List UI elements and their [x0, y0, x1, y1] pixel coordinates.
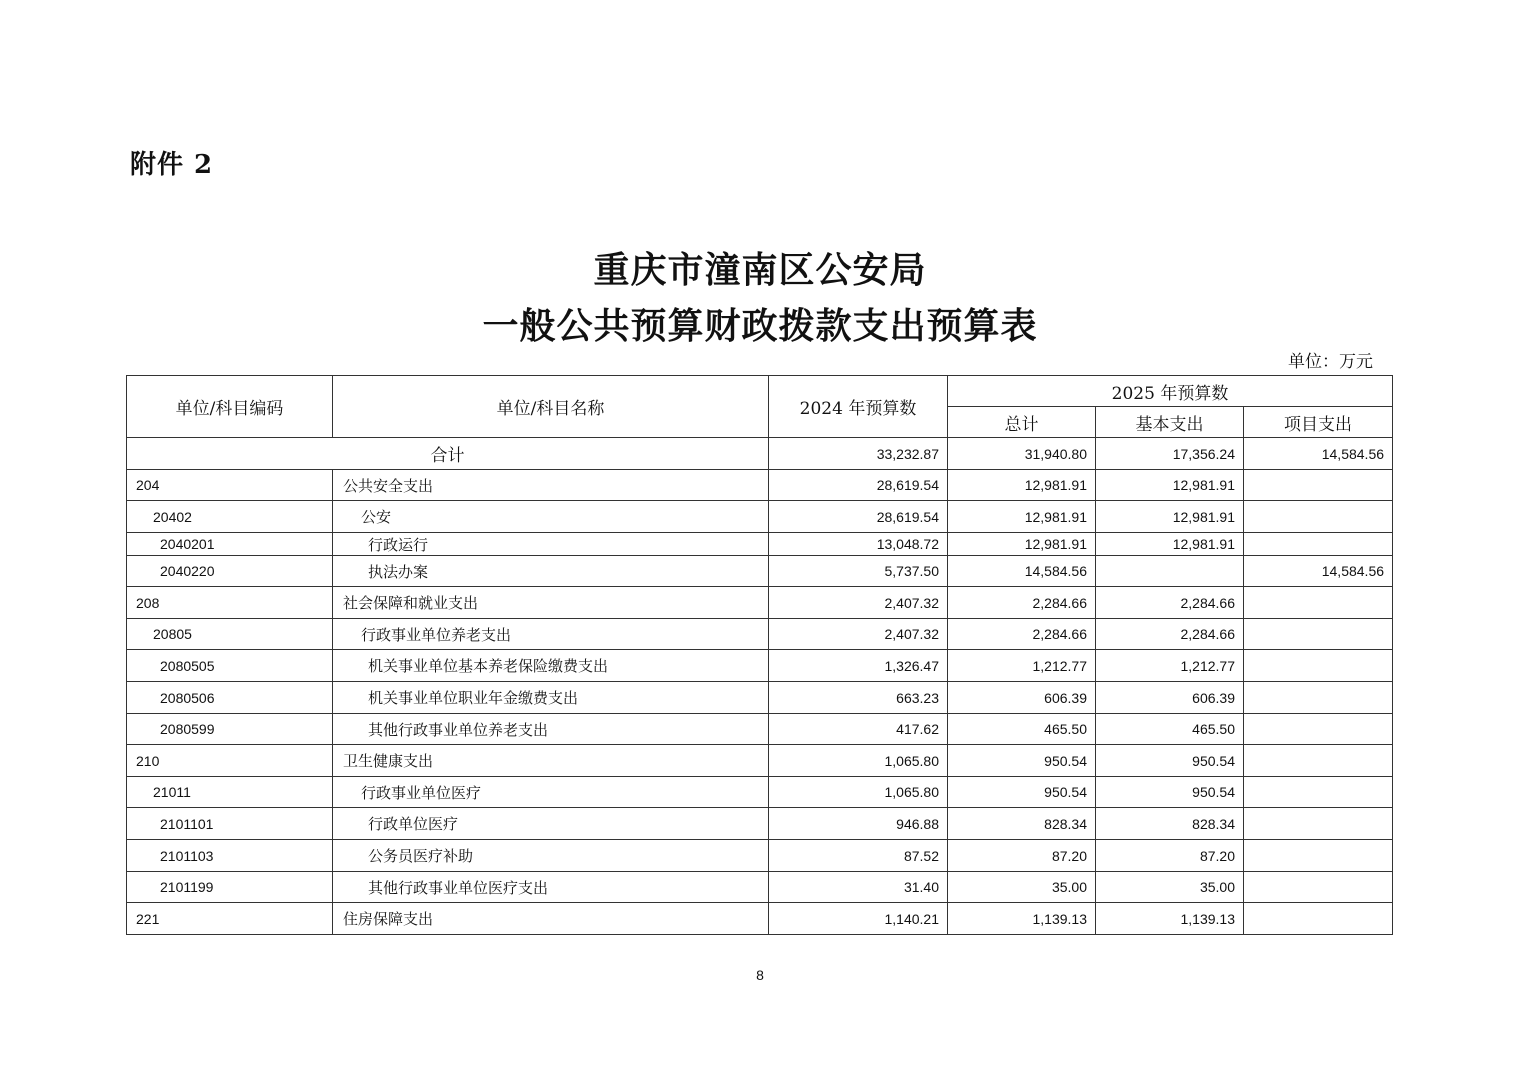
row-name: 卫生健康支出 [333, 745, 769, 777]
row-code: 2080505 [127, 650, 333, 682]
row-budget-2024: 1,065.80 [769, 777, 948, 808]
header-budget-2025: 2025 年预算数 [948, 376, 1393, 407]
row-project: 14,584.56 [1244, 556, 1393, 587]
row-project [1244, 872, 1393, 903]
attachment-label: 附件 2 [130, 150, 214, 180]
row-total: 87.20 [948, 840, 1096, 872]
row-basic: 1,212.77 [1096, 650, 1244, 682]
header-project: 项目支出 [1244, 407, 1393, 438]
row-budget-2024: 2,407.32 [769, 619, 948, 650]
row-project [1244, 682, 1393, 714]
row-total: 14,584.56 [948, 556, 1096, 587]
table-row [127, 533, 1393, 556]
row-budget-2024: 1,326.47 [769, 650, 948, 682]
page-number: 8 [756, 967, 764, 983]
row-basic: 12,981.91 [1096, 470, 1244, 501]
row-name: 住房保障支出 [333, 903, 769, 935]
table-row [127, 556, 1393, 587]
row-total: 2,284.66 [948, 619, 1096, 650]
row-project [1244, 533, 1393, 556]
row-total: 828.34 [948, 808, 1096, 840]
row-basic: 2,284.66 [1096, 619, 1244, 650]
row-code: 20805 [127, 619, 333, 650]
row-code: 2101101 [127, 808, 333, 840]
row-budget-2024: 13,048.72 [769, 533, 948, 556]
row-total: 1,139.13 [948, 903, 1096, 935]
row-project [1244, 470, 1393, 501]
row-basic: 87.20 [1096, 840, 1244, 872]
total-project: 14,584.56 [1244, 438, 1393, 470]
row-basic: 35.00 [1096, 872, 1244, 903]
row-basic [1096, 556, 1244, 587]
row-name: 其他行政事业单位医疗支出 [333, 872, 769, 903]
row-budget-2024: 1,065.80 [769, 745, 948, 777]
row-code: 2040201 [127, 533, 333, 556]
table-row [127, 682, 1393, 714]
row-total: 35.00 [948, 872, 1096, 903]
total-basic: 17,356.24 [1096, 438, 1244, 470]
total-budget-2024: 33,232.87 [769, 438, 948, 470]
table-row [127, 501, 1393, 533]
header-basic: 基本支出 [1096, 407, 1244, 438]
document-title-line2: 一般公共预算财政拨款支出预算表 [482, 305, 1038, 347]
row-total: 1,212.77 [948, 650, 1096, 682]
row-project [1244, 587, 1393, 619]
row-total: 12,981.91 [948, 533, 1096, 556]
row-basic: 12,981.91 [1096, 501, 1244, 533]
document-title-line1: 重庆市潼南区公安局 [593, 249, 927, 291]
row-project [1244, 840, 1393, 872]
row-code: 2101103 [127, 840, 333, 872]
row-basic: 606.39 [1096, 682, 1244, 714]
table-row [127, 587, 1393, 619]
row-name: 机关事业单位职业年金缴费支出 [333, 682, 769, 714]
row-total: 2,284.66 [948, 587, 1096, 619]
row-basic: 950.54 [1096, 745, 1244, 777]
row-budget-2024: 28,619.54 [769, 501, 948, 533]
table-row [127, 745, 1393, 777]
row-basic: 12,981.91 [1096, 533, 1244, 556]
row-project [1244, 619, 1393, 650]
row-code: 2040220 [127, 556, 333, 587]
row-total: 950.54 [948, 745, 1096, 777]
row-project [1244, 903, 1393, 935]
row-name: 公务员医疗补助 [333, 840, 769, 872]
row-basic: 950.54 [1096, 777, 1244, 808]
table-row [127, 650, 1393, 682]
header-code: 单位/科目编码 [127, 376, 333, 438]
row-basic: 2,284.66 [1096, 587, 1244, 619]
row-name: 其他行政事业单位养老支出 [333, 714, 769, 745]
row-budget-2024: 2,407.32 [769, 587, 948, 619]
table-row [127, 808, 1393, 840]
row-name: 机关事业单位基本养老保险缴费支出 [333, 650, 769, 682]
table-row [127, 840, 1393, 872]
row-name: 行政单位医疗 [333, 808, 769, 840]
row-budget-2024: 1,140.21 [769, 903, 948, 935]
row-total: 465.50 [948, 714, 1096, 745]
row-total: 606.39 [948, 682, 1096, 714]
table-row [127, 619, 1393, 650]
row-name: 行政运行 [333, 533, 769, 556]
row-code: 21011 [127, 777, 333, 808]
row-project [1244, 745, 1393, 777]
row-code: 204 [127, 470, 333, 501]
row-name: 执法办案 [333, 556, 769, 587]
row-total: 12,981.91 [948, 501, 1096, 533]
row-code: 210 [127, 745, 333, 777]
row-project [1244, 501, 1393, 533]
row-basic: 828.34 [1096, 808, 1244, 840]
unit-label: 单位：万元 [1288, 352, 1373, 372]
row-code: 2101199 [127, 872, 333, 903]
row-name: 社会保障和就业支出 [333, 587, 769, 619]
row-total: 12,981.91 [948, 470, 1096, 501]
row-basic: 465.50 [1096, 714, 1244, 745]
row-name: 公安 [333, 501, 769, 533]
row-code: 221 [127, 903, 333, 935]
table-row [127, 872, 1393, 903]
row-budget-2024: 946.88 [769, 808, 948, 840]
row-project [1244, 650, 1393, 682]
row-name: 行政事业单位医疗 [333, 777, 769, 808]
row-project [1244, 714, 1393, 745]
row-code: 2080506 [127, 682, 333, 714]
row-project [1244, 808, 1393, 840]
row-total: 950.54 [948, 777, 1096, 808]
header-budget-2024: 2024 年预算数 [769, 376, 948, 438]
row-budget-2024: 31.40 [769, 872, 948, 903]
row-budget-2024: 663.23 [769, 682, 948, 714]
header-total: 总计 [948, 407, 1096, 438]
row-budget-2024: 5,737.50 [769, 556, 948, 587]
budget-table [126, 375, 1393, 935]
row-basic: 1,139.13 [1096, 903, 1244, 935]
row-budget-2024: 417.62 [769, 714, 948, 745]
row-name: 公共安全支出 [333, 470, 769, 501]
row-name: 行政事业单位养老支出 [333, 619, 769, 650]
row-code: 20402 [127, 501, 333, 533]
row-budget-2024: 28,619.54 [769, 470, 948, 501]
header-name: 单位/科目名称 [333, 376, 769, 438]
total-label: 合计 [127, 438, 769, 470]
table-row [127, 470, 1393, 501]
row-project [1244, 777, 1393, 808]
table-row [127, 903, 1393, 935]
table-row [127, 777, 1393, 808]
row-budget-2024: 87.52 [769, 840, 948, 872]
row-code: 208 [127, 587, 333, 619]
row-code: 2080599 [127, 714, 333, 745]
total-row [127, 438, 1393, 470]
table-row [127, 714, 1393, 745]
total-total: 31,940.80 [948, 438, 1096, 470]
